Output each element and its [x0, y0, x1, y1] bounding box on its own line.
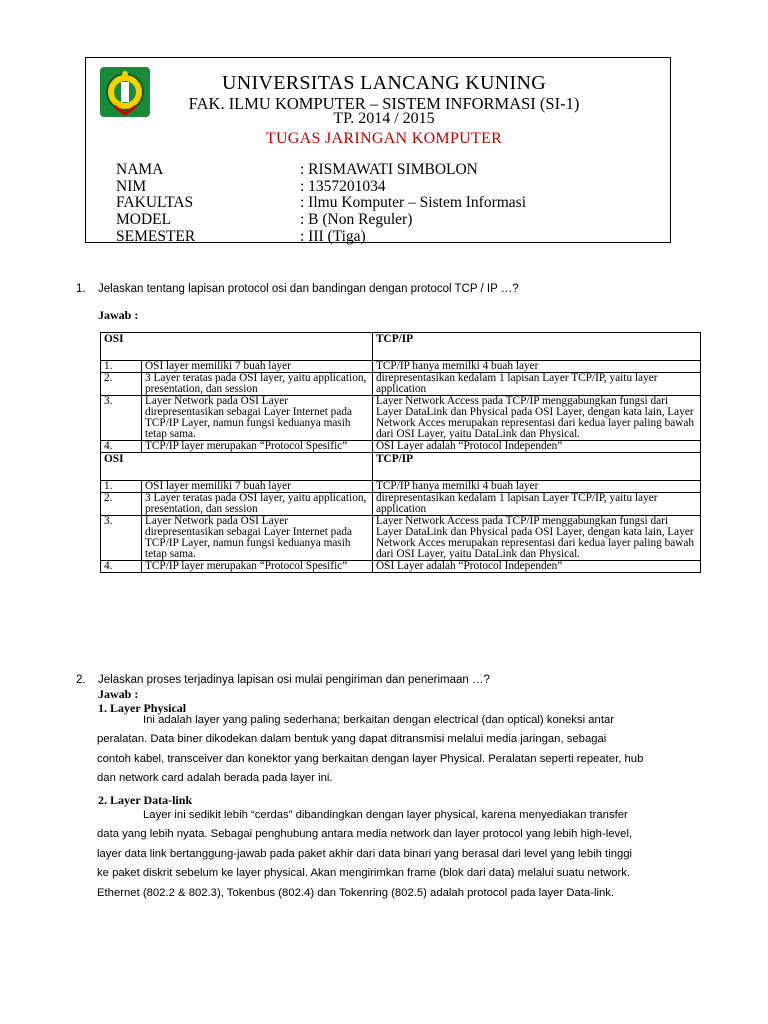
info-label: FAKULTAS: [116, 194, 194, 212]
osi-tcp-table-1: [100, 332, 701, 573]
table-row: [101, 361, 701, 373]
question-text: Jelaskan proses terjadinya lapisan osi mulai pengiriman dan penerimaan …?: [98, 674, 490, 686]
question-number: 2.: [76, 674, 86, 686]
row-number: 4.: [101, 561, 142, 573]
question-text: Jelaskan tentang lapisan protocol osi dan bandingan dengan protocol TCP / IP …?: [98, 283, 519, 295]
academic-year: TP. 2014 / 2015: [333, 110, 435, 127]
table-row: [101, 441, 701, 453]
table-row: [101, 516, 701, 561]
info-row-nim: [116, 179, 526, 196]
paragraph-line: contoh kabel, transceiver dan konektor yang berkaitan dengan layer Physical. Peralatan seperti repeater, hub: [97, 752, 644, 765]
tcp-cell: direpresentasikan kedalam 1 lapisan Layer TCP/IP, yaitu layer application: [373, 493, 701, 516]
info-label: NIM: [116, 177, 147, 195]
paragraph-line: layer data link bertanggung-jawab pada paket akhir dari data binari yang berasal dari level yang lebih tinggi: [97, 847, 633, 860]
col-header-tcp: TCP/IP: [373, 333, 701, 361]
paragraph-line: dan network card adalah berada pada layer ini.: [97, 772, 333, 785]
osi-cell: Layer Network pada OSI Layer direpresentasikan sebagai Layer Internet pada TCP/IP Layer, namun fungsi keduanya masih tetap sama.: [142, 516, 373, 561]
tcp-cell: TCP/IP hanya memilki 4 buah layer: [373, 361, 701, 373]
paragraph-datalink: [97, 806, 707, 903]
section-title-datalink: 2. Layer Data-link: [98, 793, 193, 807]
table-header-row: [101, 333, 701, 361]
osi-cell: 3 Layer teratas pada OSI layer, yaitu application, presentation, dan session: [142, 493, 373, 516]
tcp-cell: OSI Layer adalah “Protocol Independen”: [373, 561, 701, 573]
info-value: : 1357201034: [300, 177, 386, 195]
row-number: 2.: [101, 493, 142, 516]
paragraph-line: ke paket diskrit sebelum ke layer physical. Akan mengirimkan frame (blok dari data) melalui suatu network.: [97, 867, 631, 880]
paragraph-line: peralatan. Data biner dikodekan dalam bentuk yang dapat ditransmisi melalui media jaringan, sebagai: [97, 733, 607, 746]
info-value: : III (Tiga): [300, 227, 366, 245]
paragraph-line: Ini adalah layer yang paling sederhana; berkaitan dengan electrical (dan optical) koneksi antar: [143, 714, 615, 726]
table-row: [101, 561, 701, 573]
tcp-cell: TCP/IP hanya memilki 4 buah layer: [373, 481, 701, 493]
paragraph-line: Ethernet (802.2 & 802.3), Tokenbus (802.4) dan Tokenring (802.5) adalah protocol pada layer Data-link.: [97, 886, 615, 899]
info-value: : RISMAWATI SIMBOLON: [300, 161, 478, 178]
info-label: NAMA: [116, 161, 164, 178]
info-row-fakultas: [116, 195, 526, 212]
osi-cell: OSI layer memiliki 7 buah layer: [142, 481, 373, 493]
row-number: 1.: [101, 361, 142, 373]
row-number: 2.: [101, 373, 142, 396]
tcp-cell: Layer Network Access pada TCP/IP menggabungkan fungsi dari Layer DataLink dan Physical pada OSI Layer, dengan kata lain, Layer Network Acces merupakan representasi dari kedua layer paling bawah dari OSI Layer, yaitu DataLink dan Physical.: [373, 516, 701, 561]
paragraph-physical: [97, 711, 707, 789]
assignment-title: TUGAS JARINGAN KOMPUTER: [265, 130, 503, 147]
paragraph-line: data yang lebih nyata. Sebagai penghubung antara media network dan layer protocol yang lebih high-level,: [97, 828, 633, 841]
info-label: SEMESTER: [116, 227, 196, 245]
table-row: [101, 396, 701, 441]
info-value: : B (Non Reguler): [300, 211, 413, 229]
osi-cell: OSI layer memiliki 7 buah layer: [142, 361, 373, 373]
paragraph-line: Layer ini sedikit lebih “cerdas” dibandingkan dengan layer physical, karena menyediakan transfer: [143, 809, 628, 821]
info-row-nama: [116, 162, 526, 179]
table-header-row: [101, 453, 701, 481]
osi-cell: 3 Layer teratas pada OSI layer, yaitu application, presentation, dan session: [142, 373, 373, 396]
section-title-physical: 1. Layer Physical: [98, 701, 187, 715]
tcp-cell: direpresentasikan kedalam 1 lapisan Layer TCP/IP, yaitu layer application: [373, 373, 701, 396]
col-header-osi: OSI: [101, 333, 373, 361]
tcp-cell: OSI Layer adalah “Protocol Independen”: [373, 441, 701, 453]
col-header-osi: OSI: [101, 453, 373, 481]
table-row: [101, 481, 701, 493]
osi-cell: TCP/IP layer merupakan “Protocol Spesific”: [142, 441, 373, 453]
info-row-model: [116, 212, 526, 229]
info-row-semester: [116, 229, 526, 246]
answer-label-2: Jawab :: [98, 687, 139, 701]
table-row: [101, 493, 701, 516]
row-number: 1.: [101, 481, 142, 493]
tcp-cell: Layer Network Access pada TCP/IP menggabungkan fungsi dari Layer DataLink dan Physical pada OSI Layer, dengan kata lain, Layer Network Acces merupakan representasi dari kedua layer paling bawah dari OSI Layer, yaitu DataLink dan Physical.: [373, 396, 701, 441]
osi-cell: Layer Network pada OSI Layer direpresentasikan sebagai Layer Internet pada TCP/IP Layer, namun fungsi keduanya masih tetap sama.: [142, 396, 373, 441]
university-title: UNIVERSITAS LANCANG KUNING: [222, 72, 546, 94]
col-header-tcp: TCP/IP: [373, 453, 701, 481]
question-number: 1.: [76, 283, 86, 295]
row-number: 4.: [101, 441, 142, 453]
table-row: [101, 373, 701, 396]
info-label: MODEL: [116, 211, 172, 229]
osi-cell: TCP/IP layer merupakan “Protocol Spesific”: [142, 561, 373, 573]
student-info: [116, 162, 526, 245]
row-number: 3.: [101, 396, 142, 441]
info-value: : Ilmu Komputer – Sistem Informasi: [300, 194, 527, 212]
answer-label-1: Jawab :: [98, 308, 139, 322]
faculty-title: FAK. ILMU KOMPUTER – SISTEM INFORMASI (SI-1): [188, 94, 580, 113]
row-number: 3.: [101, 516, 142, 561]
question-2: [76, 674, 490, 686]
question-1: [76, 283, 519, 295]
